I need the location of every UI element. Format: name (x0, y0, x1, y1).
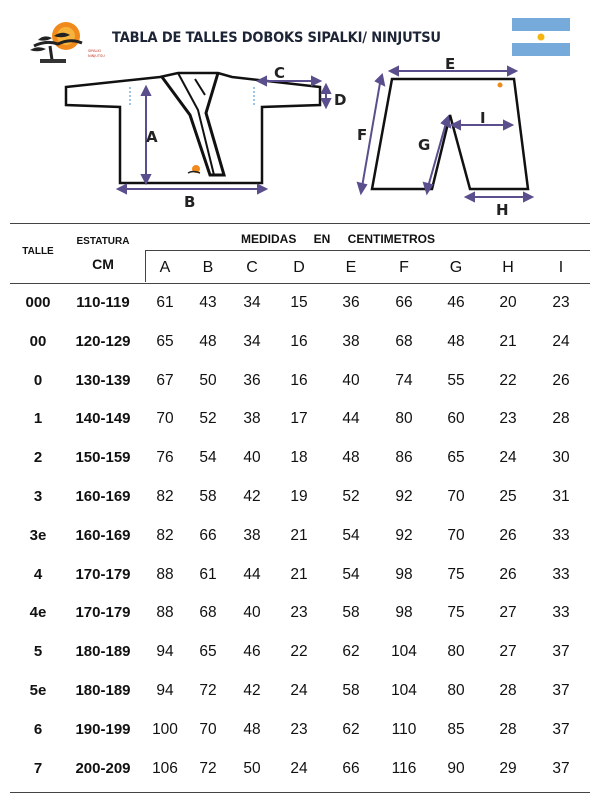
cell-value-i: 37 (552, 643, 570, 661)
cell-value-e: 62 (342, 643, 360, 661)
cell-estatura: 180-189 (75, 682, 131, 699)
cell-talle: 2 (33, 449, 43, 467)
cell-value-f: 116 (391, 759, 417, 777)
cell-value-a: 65 (156, 332, 174, 350)
cell-value-f: 92 (395, 488, 413, 505)
cell-value-a: 76 (156, 449, 174, 467)
cell-estatura: 120-129 (75, 332, 131, 350)
cell-value-h: 21 (499, 332, 517, 350)
cell-talle: 4 (33, 565, 43, 583)
cell-value-a: 67 (156, 371, 174, 389)
cell-value-g: 55 (447, 371, 465, 389)
cell-value-b: 65 (199, 643, 217, 661)
garment-diagram (0, 55, 600, 220)
cell-value-g: 65 (447, 449, 465, 467)
cell-value-c: 42 (243, 682, 261, 699)
cell-value-i: 24 (552, 332, 570, 350)
cell-value-h: 29 (499, 759, 517, 777)
table-top-rule (10, 223, 590, 224)
cell-value-f: 104 (391, 682, 417, 699)
cell-talle: 6 (33, 720, 43, 738)
col-letter-g: G (449, 259, 463, 276)
cell-value-c: 38 (243, 410, 261, 428)
table-row (0, 369, 600, 393)
cell-value-f: 86 (395, 449, 413, 467)
label-c: C (274, 64, 286, 82)
cell-estatura: 160-169 (75, 526, 131, 544)
table-row (0, 524, 600, 548)
cell-value-b: 48 (199, 332, 217, 350)
cell-estatura: 170-179 (75, 604, 131, 622)
cell-estatura: 160-169 (75, 488, 131, 505)
cell-value-c: 40 (243, 604, 261, 622)
cell-value-f: 98 (395, 604, 413, 622)
table-row (0, 757, 600, 781)
cell-estatura: 190-199 (75, 720, 131, 738)
cell-value-h: 22 (499, 371, 517, 389)
cell-value-e: 66 (342, 759, 360, 777)
cell-value-f: 74 (395, 371, 413, 389)
cell-value-b: 50 (199, 371, 217, 389)
label-g: G (418, 136, 431, 154)
cell-talle: 1 (33, 410, 43, 428)
cell-value-d: 16 (290, 332, 308, 350)
cell-talle: 5e (29, 682, 47, 699)
label-f: F (357, 126, 368, 144)
cell-value-b: 68 (199, 604, 217, 622)
cell-value-b: 66 (199, 526, 217, 544)
label-i: I (480, 109, 486, 127)
cell-value-e: 48 (342, 449, 360, 467)
cell-value-d: 15 (290, 294, 308, 311)
svg-text:NINJUTSU: NINJUTSU (88, 54, 105, 58)
cell-talle: 7 (33, 759, 43, 777)
cell-value-c: 36 (243, 371, 261, 389)
label-e: E (445, 55, 456, 73)
cell-value-c: 38 (243, 526, 261, 544)
cell-value-d: 21 (290, 565, 308, 583)
cell-value-b: 70 (199, 720, 217, 738)
cell-talle: 4e (29, 604, 47, 622)
label-d: D (334, 91, 347, 109)
cell-value-f: 66 (395, 294, 413, 311)
cell-value-i: 37 (552, 759, 570, 777)
cell-value-b: 43 (199, 294, 217, 311)
cell-value-g: 85 (447, 720, 465, 738)
cell-value-d: 24 (290, 759, 308, 777)
cell-value-d: 23 (290, 604, 308, 622)
cell-value-a: 82 (156, 526, 174, 544)
cell-value-a: 100 (152, 720, 178, 738)
col-letter-f: F (399, 259, 409, 276)
cell-estatura: 140-149 (75, 410, 131, 428)
col-letter-d: D (293, 259, 305, 276)
table-row (0, 563, 600, 587)
cell-value-b: 58 (199, 488, 217, 505)
cell-value-h: 26 (499, 565, 517, 583)
cell-value-g: 80 (447, 682, 465, 699)
cell-value-c: 34 (243, 294, 261, 311)
cell-value-h: 27 (499, 604, 517, 622)
cell-value-c: 34 (243, 332, 261, 350)
cell-value-c: 44 (243, 565, 261, 583)
cell-value-g: 70 (447, 488, 465, 505)
cell-value-i: 37 (552, 720, 570, 738)
cell-value-e: 58 (342, 604, 360, 622)
cell-value-f: 92 (395, 526, 413, 544)
cell-value-c: 46 (243, 643, 261, 661)
cell-value-g: 70 (447, 526, 465, 544)
argentina-flag-icon (512, 18, 570, 56)
cell-value-g: 75 (447, 565, 465, 583)
label-h: H (496, 201, 509, 219)
cell-talle: 000 (25, 294, 51, 311)
cell-value-d: 19 (290, 488, 308, 505)
cell-value-i: 33 (552, 604, 570, 622)
cell-value-b: 54 (199, 449, 217, 467)
label-a: A (146, 128, 158, 146)
col-letter-a: A (159, 259, 171, 276)
pants-drawing (372, 79, 528, 189)
col-letter-e: E (345, 259, 357, 276)
cell-value-h: 23 (499, 410, 517, 428)
col-letter-i: I (558, 259, 564, 276)
cell-value-e: 62 (342, 720, 360, 738)
cell-value-a: 88 (156, 604, 174, 622)
cell-value-g: 80 (447, 643, 465, 661)
cell-estatura: 170-179 (75, 565, 131, 583)
cell-estatura: 150-159 (75, 449, 131, 467)
cell-value-h: 24 (499, 449, 517, 467)
cell-estatura: 180-189 (75, 643, 131, 661)
table-row (0, 679, 600, 703)
cell-value-i: 31 (552, 488, 570, 505)
col-cm-header: CM (92, 256, 114, 272)
cell-value-i: 28 (552, 410, 570, 428)
header-bottom-rule (10, 283, 590, 284)
cell-value-i: 33 (552, 526, 570, 544)
cell-value-e: 44 (342, 410, 360, 428)
cell-value-e: 52 (342, 488, 360, 505)
cell-value-a: 94 (156, 682, 174, 699)
cell-value-g: 90 (447, 759, 465, 777)
cell-value-b: 72 (199, 759, 217, 777)
cell-value-g: 46 (447, 294, 465, 311)
cell-value-h: 28 (499, 682, 517, 699)
cell-value-d: 18 (290, 449, 308, 467)
svg-text:SIPALKI: SIPALKI (88, 49, 101, 53)
measures-underline (145, 250, 590, 251)
cell-value-c: 40 (243, 449, 261, 467)
cell-value-e: 58 (342, 682, 360, 699)
cell-value-d: 21 (290, 526, 308, 544)
page-title: TABLA DE TALLES DOBOKS SIPALKI/ NINJUTSU (112, 30, 441, 46)
cell-value-c: 42 (243, 488, 261, 505)
cell-value-h: 27 (499, 643, 517, 661)
cell-value-e: 40 (342, 371, 360, 389)
cell-value-g: 75 (447, 604, 465, 622)
cell-value-h: 20 (499, 294, 517, 311)
cell-value-c: 50 (243, 759, 261, 777)
cell-value-i: 26 (552, 371, 570, 389)
table-row (0, 291, 600, 315)
cell-value-i: 37 (552, 682, 570, 699)
measures-title: MEDIDAS EN CENTIMETROS (240, 232, 435, 246)
cell-value-d: 17 (290, 410, 308, 428)
cell-value-h: 25 (499, 488, 517, 505)
col-estatura-header: ESTATURA (76, 236, 130, 247)
cell-talle: 3e (29, 526, 47, 544)
cell-value-a: 82 (156, 488, 174, 505)
cell-value-a: 70 (156, 410, 174, 428)
cell-value-h: 26 (499, 526, 517, 544)
cell-estatura: 130-139 (75, 371, 131, 389)
table-row (0, 640, 600, 664)
cell-value-a: 94 (156, 643, 174, 661)
cell-value-g: 48 (447, 332, 465, 350)
cell-value-i: 30 (552, 449, 570, 467)
cell-value-f: 110 (391, 720, 417, 738)
table-row (0, 446, 600, 470)
col-letter-b: B (202, 259, 214, 276)
col-talle-header: TALLE (22, 246, 54, 257)
cell-talle: 00 (29, 332, 47, 350)
cell-value-f: 104 (391, 643, 417, 661)
cell-talle: 0 (33, 371, 43, 389)
cell-value-f: 98 (395, 565, 413, 583)
cell-value-d: 22 (290, 643, 308, 661)
table-row (0, 485, 600, 509)
cell-value-d: 23 (290, 720, 308, 738)
cell-value-i: 33 (552, 565, 570, 583)
table-row (0, 407, 600, 431)
cell-value-d: 24 (290, 682, 308, 699)
cell-estatura: 200-209 (75, 759, 131, 777)
cell-value-f: 68 (395, 332, 413, 350)
cell-talle: 5 (33, 643, 43, 661)
table-row (0, 718, 600, 742)
cell-value-e: 54 (342, 526, 360, 544)
cell-value-d: 16 (290, 371, 308, 389)
cell-talle: 3 (33, 488, 43, 505)
col-letter-c: C (246, 259, 258, 276)
cell-value-a: 61 (156, 294, 174, 311)
cell-value-h: 28 (499, 720, 517, 738)
cell-value-b: 72 (199, 682, 217, 699)
cell-value-f: 80 (395, 410, 413, 428)
cell-value-a: 106 (152, 759, 178, 777)
cell-value-i: 23 (552, 294, 570, 311)
jacket-drawing (66, 73, 320, 183)
cell-value-e: 38 (342, 332, 360, 350)
cell-value-c: 48 (243, 720, 261, 738)
table-row (0, 601, 600, 625)
cell-estatura: 110-119 (76, 294, 130, 311)
cell-value-b: 61 (199, 565, 217, 583)
table-bottom-rule (10, 792, 590, 793)
cell-value-e: 36 (342, 294, 360, 311)
col-letter-h: H (502, 259, 514, 276)
cell-value-a: 88 (156, 565, 174, 583)
cell-value-e: 54 (342, 565, 360, 583)
cell-value-b: 52 (199, 410, 217, 428)
table-row (0, 330, 600, 354)
cell-value-g: 60 (447, 410, 465, 428)
label-b: B (184, 193, 196, 211)
